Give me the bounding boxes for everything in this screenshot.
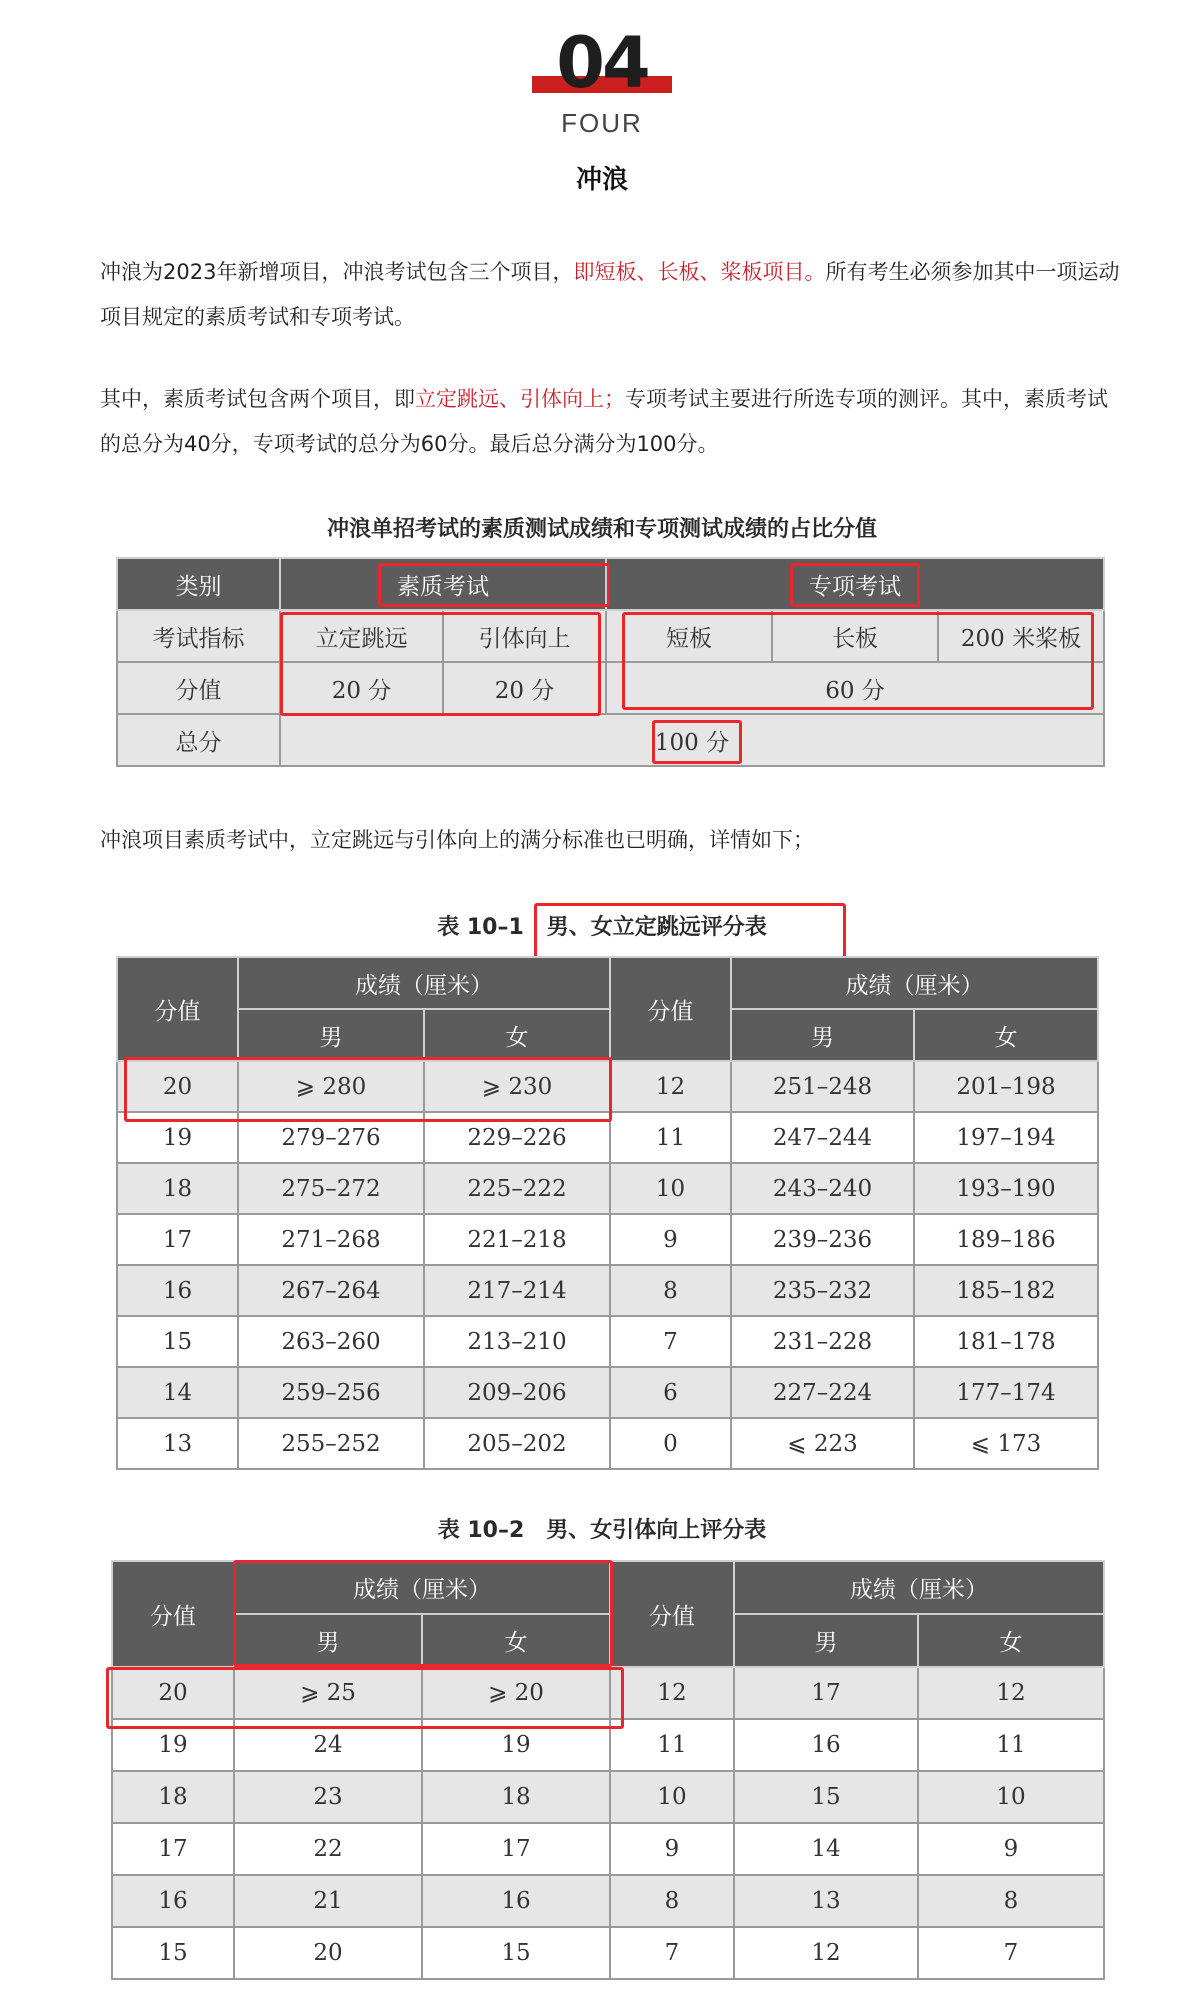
- table-cell: 197–194: [914, 1112, 1098, 1163]
- table-cell: 7: [610, 1316, 731, 1367]
- table-cell: 15: [117, 1316, 238, 1367]
- table-cell: 247–244: [731, 1112, 914, 1163]
- table1-header-female-2: 女: [914, 1009, 1098, 1061]
- table-cell: 185–182: [914, 1265, 1098, 1316]
- table-cell: 263–260: [238, 1316, 424, 1367]
- table-cell: 15: [112, 1927, 234, 1979]
- table-row: [112, 1719, 1104, 1771]
- table-cell: 189–186: [914, 1214, 1098, 1265]
- table-row: [117, 1418, 1098, 1469]
- table-cell: 19: [112, 1719, 234, 1771]
- table1-body: [117, 1061, 1098, 1469]
- indicator-cell: 短板: [606, 610, 772, 662]
- table-cell: 16: [734, 1719, 918, 1771]
- table-cell: 21: [234, 1875, 422, 1927]
- table2-header-female: 女: [422, 1614, 610, 1667]
- table2-pull-up: [111, 1560, 1105, 1980]
- table-cell: 201–198: [914, 1061, 1098, 1112]
- table1-header-score: 分值: [117, 957, 238, 1061]
- score-cell: 20 分: [280, 662, 443, 714]
- table-cell: 15: [734, 1771, 918, 1823]
- table-cell: 12: [610, 1667, 734, 1719]
- intro-paragraph: [100, 250, 1120, 340]
- intro-highlight: 即短板、长板、桨板项目。: [573, 260, 826, 284]
- table-cell: 19: [117, 1112, 238, 1163]
- table-cell: 19: [422, 1719, 610, 1771]
- table-cell: 12: [734, 1927, 918, 1979]
- table-cell: 20: [234, 1927, 422, 1979]
- table-row: [117, 1163, 1098, 1214]
- table2-header-result: 成绩（厘米）: [234, 1561, 610, 1614]
- table-cell: 18: [117, 1163, 238, 1214]
- table-cell: 243–240: [731, 1163, 914, 1214]
- table2-header-result-2: 成绩（厘米）: [734, 1561, 1104, 1614]
- table-cell: 10: [918, 1771, 1104, 1823]
- summary-table: [116, 557, 1105, 767]
- table-cell: 20: [117, 1061, 238, 1112]
- special-score-cell: 60 分: [606, 662, 1104, 714]
- table-row: [117, 1367, 1098, 1418]
- table-cell: 17: [112, 1823, 234, 1875]
- table-cell: 10: [610, 1163, 731, 1214]
- table-cell: 229–226: [424, 1112, 610, 1163]
- standard-paragraph: 冲浪项目素质考试中，立定跳远与引体向上的满分标准也已明确，详情如下；: [100, 828, 814, 852]
- table-row: [117, 1061, 1098, 1112]
- table-cell: 9: [610, 1214, 731, 1265]
- table1-header-male: 男: [238, 1009, 424, 1061]
- table-cell: 17: [117, 1214, 238, 1265]
- table-cell: ⩾ 230: [424, 1061, 610, 1112]
- indicator-cell: 引体向上: [443, 610, 606, 662]
- table1-header-result: 成绩（厘米）: [238, 957, 610, 1009]
- table1-header-male-2: 男: [731, 1009, 914, 1061]
- table-row: [112, 1875, 1104, 1927]
- table-cell: 15: [422, 1927, 610, 1979]
- table-row: [117, 1214, 1098, 1265]
- table2-header-male-2: 男: [734, 1614, 918, 1667]
- score-cell: 20 分: [443, 662, 606, 714]
- table-cell: 255–252: [238, 1418, 424, 1469]
- table-cell: 12: [610, 1061, 731, 1112]
- table-row: [117, 1112, 1098, 1163]
- table-cell: 209–206: [424, 1367, 610, 1418]
- table-cell: 251–248: [731, 1061, 914, 1112]
- table1-header-score-2: 分值: [610, 957, 731, 1061]
- header-category: 类别: [117, 558, 280, 610]
- table-row: [117, 1316, 1098, 1367]
- table-cell: 22: [234, 1823, 422, 1875]
- table1-header-female: 女: [424, 1009, 610, 1061]
- table-cell: 239–236: [731, 1214, 914, 1265]
- row-label-total: 总分: [117, 714, 280, 766]
- table-row: [112, 1771, 1104, 1823]
- table1-standing-jump: [116, 956, 1099, 1470]
- table2-caption: 表 10–2 男、女引体向上评分表: [437, 1518, 767, 1543]
- table-cell: 8: [610, 1265, 731, 1316]
- table-cell: 12: [918, 1667, 1104, 1719]
- header-special-exam: 专项考试: [606, 558, 1104, 610]
- table-row: [112, 1667, 1104, 1719]
- table-cell: 177–174: [914, 1367, 1098, 1418]
- row-label-indicator: 考试指标: [117, 610, 280, 662]
- table-cell: 9: [918, 1823, 1104, 1875]
- indicator-cell: 立定跳远: [280, 610, 443, 662]
- table-cell: 13: [734, 1875, 918, 1927]
- table-cell: 18: [112, 1771, 234, 1823]
- table-cell: 217–214: [424, 1265, 610, 1316]
- table-cell: 16: [117, 1265, 238, 1316]
- table-cell: ⩽ 223: [731, 1418, 914, 1469]
- table-cell: 17: [422, 1823, 610, 1875]
- total-score-cell: 100 分: [280, 714, 1104, 766]
- indicator-cell: 200 米桨板: [938, 610, 1104, 662]
- section-number-badge: [527, 22, 677, 104]
- table-cell: 23: [234, 1771, 422, 1823]
- table-cell: 8: [610, 1875, 734, 1927]
- exam-text-end: 专项考试主要进行所选专项的测评。其中，素质考试的总分为40分，专项考试的总分为60分。最后总分满分为100分。: [100, 387, 1108, 456]
- table-cell: 213–210: [424, 1316, 610, 1367]
- table-cell: 275–272: [238, 1163, 424, 1214]
- exam-paragraph: [100, 377, 1120, 467]
- table-cell: 7: [918, 1927, 1104, 1979]
- intro-text: 冲浪为2023年新增项目，冲浪考试包含三个项目，: [100, 260, 574, 284]
- table-cell: 10: [610, 1771, 734, 1823]
- table-cell: 13: [117, 1418, 238, 1469]
- row-label-score: 分值: [117, 662, 280, 714]
- table-cell: 267–264: [238, 1265, 424, 1316]
- table-cell: 11: [918, 1719, 1104, 1771]
- table1-caption: [0, 910, 1204, 941]
- table-cell: 6: [610, 1367, 731, 1418]
- header-quality-exam: 素质考试: [280, 558, 606, 610]
- summary-table-caption: 冲浪单招考试的素质测试成绩和专项测试成绩的占比分值: [326, 517, 877, 542]
- table2-header-score-2: 分值: [610, 1561, 734, 1667]
- table-cell: 18: [422, 1771, 610, 1823]
- table-row: [117, 1265, 1098, 1316]
- table-cell: 14: [734, 1823, 918, 1875]
- table-row: [112, 1927, 1104, 1979]
- table2-header-score: 分值: [112, 1561, 234, 1667]
- section-number: 04: [556, 22, 648, 104]
- table-cell: 221–218: [424, 1214, 610, 1265]
- table-cell: 181–178: [914, 1316, 1098, 1367]
- table-cell: ⩾ 25: [234, 1667, 422, 1719]
- table2-header-male: 男: [234, 1614, 422, 1667]
- table-cell: 17: [734, 1667, 918, 1719]
- table1-caption-prefix: 表 10–1: [437, 915, 524, 940]
- page-title: 冲浪: [575, 165, 628, 195]
- table-cell: 11: [610, 1112, 731, 1163]
- table1-caption-title: 男、女立定跳远评分表: [546, 915, 767, 940]
- table-cell: 8: [918, 1875, 1104, 1927]
- table-cell: 205–202: [424, 1418, 610, 1469]
- table-cell: 11: [610, 1719, 734, 1771]
- table-cell: ⩽ 173: [914, 1418, 1098, 1469]
- table-cell: 225–222: [424, 1163, 610, 1214]
- table2-body: [112, 1667, 1104, 1979]
- table-cell: 24: [234, 1719, 422, 1771]
- indicator-cell: 长板: [772, 610, 938, 662]
- table-cell: ⩾ 280: [238, 1061, 424, 1112]
- table-cell: 0: [610, 1418, 731, 1469]
- intro-text-end: 所有考生必须参加其中一项运动项目规定的素质考试和专项考试。: [100, 260, 1120, 329]
- exam-highlight: 立定跳远、引体向上；: [415, 387, 625, 411]
- table2-header-female-2: 女: [918, 1614, 1104, 1667]
- table-cell: 259–256: [238, 1367, 424, 1418]
- table-cell: 231–228: [731, 1316, 914, 1367]
- table-cell: 20: [112, 1667, 234, 1719]
- table-cell: 193–190: [914, 1163, 1098, 1214]
- table-row: [112, 1823, 1104, 1875]
- section-number-word: FOUR: [561, 108, 643, 138]
- table-cell: 9: [610, 1823, 734, 1875]
- table-cell: 227–224: [731, 1367, 914, 1418]
- table-cell: 14: [117, 1367, 238, 1418]
- table-cell: 7: [610, 1927, 734, 1979]
- table1-header-result-2: 成绩（厘米）: [731, 957, 1098, 1009]
- table-cell: ⩾ 20: [422, 1667, 610, 1719]
- table-cell: 235–232: [731, 1265, 914, 1316]
- section-header: [0, 22, 1204, 196]
- table-cell: 16: [112, 1875, 234, 1927]
- table-cell: 271–268: [238, 1214, 424, 1265]
- table-cell: 16: [422, 1875, 610, 1927]
- table-cell: 279–276: [238, 1112, 424, 1163]
- exam-text: 其中，素质考试包含两个项目，即: [100, 387, 415, 411]
